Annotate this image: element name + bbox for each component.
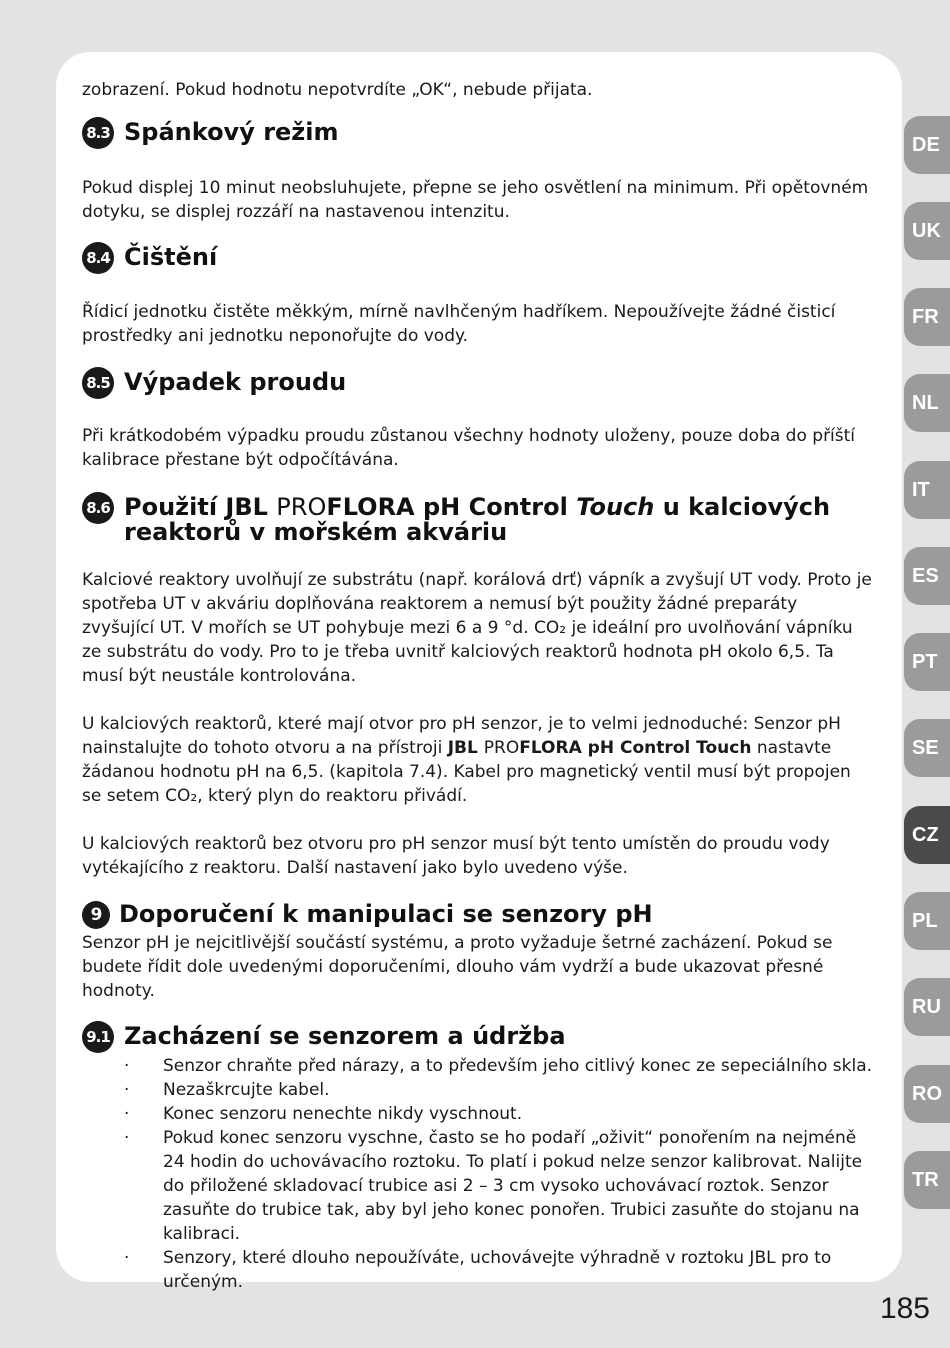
heading-8-6	[82, 495, 872, 545]
list-item	[82, 1246, 872, 1294]
tab-ro[interactable]: RO	[904, 1065, 950, 1123]
tab-se[interactable]: SE	[904, 719, 950, 777]
manual-content	[82, 78, 872, 1294]
tab-it[interactable]: IT	[904, 461, 950, 519]
heading-8-3	[82, 120, 872, 149]
heading-8-5	[82, 370, 872, 399]
product-name-pro: PRO	[483, 738, 520, 758]
list-item-text: Pokud konec senzoru vyschne, často se ho podaří „oživit“ ponořením na nejméně 24 hodin do uchovávacího roztoku. To platí i pokud nelze senzor kalibrovat. Nalijte do přiložené skladovací trubice asi 2 – 3 cm vysoko uchovávací roztok. Senzor zasuňte do trubice tak, aby byl jeho konec ponořen. Trubici zasuňte do stojanu na kalibraci.	[163, 1128, 863, 1244]
section-title: Výpadek proudu	[124, 368, 347, 396]
section-body: U kalciových reaktorů bez otvoru pro pH senzor musí být tento umístěn do proudu vody vytékajícího z reaktoru. Další nastavení jako bylo uvedeno výše.	[82, 834, 830, 878]
bullet: ·	[124, 1056, 130, 1076]
list-item	[82, 1102, 872, 1126]
tab-nl[interactable]: NL	[904, 374, 950, 432]
section-body: Řídicí jednotku čistěte měkkým, mírně navlhčeným hadříkem. Nepoužívejte žádné čisticí prostředky ani jednotku neponořujte do vody.	[82, 302, 836, 346]
tab-pl[interactable]: PL	[904, 892, 950, 950]
list-item	[82, 1126, 872, 1246]
section-title: Čištění	[124, 243, 218, 271]
product-name-flora: FLORA pH Control Touch	[519, 738, 752, 758]
heading-9-1	[82, 1024, 872, 1053]
section-title: Zacházení se senzorem a údržba	[124, 1022, 566, 1050]
heading-8-4	[82, 245, 872, 274]
title-part: FLORA pH Control	[326, 493, 577, 521]
list-item	[82, 1078, 872, 1102]
section-body	[82, 712, 872, 808]
section-body: Při krátkodobém výpadku proudu zůstanou všechny hodnoty uloženy, pouze doba do příští kalibrace přestane být odpočítávána.	[82, 426, 856, 470]
section-number-badge: 9.1	[82, 1021, 114, 1053]
page-number: 185	[879, 1292, 930, 1325]
text-run: nastavte žádanou hodnotu pH na 6,5. (kapitola 7.4). Kabel pro magnetický ventil musí být propojen se setem CO₂, který plyn do reaktoru přivádí.	[82, 738, 851, 806]
list-item-text: Senzory, které dlouho nepoužíváte, uchovávejte výhradně v roztoku JBL pro to určeným.	[163, 1248, 832, 1292]
text-run: U kalciových reaktorů, které mají otvor pro pH senzor, je to velmi jednoduché: Senzor pH nainstalujte do tohoto otvoru a na přístroji	[82, 714, 841, 758]
tab-es[interactable]: ES	[904, 547, 950, 605]
title-part: u kalciových reaktorů v mořském akváriu	[124, 493, 831, 546]
tab-pt[interactable]: PT	[904, 633, 950, 691]
section-number-badge: 9	[82, 901, 110, 929]
list-item-text: Konec senzoru nenechte nikdy vyschnout.	[163, 1104, 523, 1124]
list-item	[82, 1054, 872, 1078]
section-body: Pokud displej 10 minut neobsluhujete, přepne se jeho osvětlení na minimum. Při opětovném dotyku, se displej rozzáří na nastavenou intenzitu.	[82, 178, 869, 222]
section-title: Spánkový režim	[124, 118, 339, 146]
section-body: Kalciové reaktory uvolňují ze substrátu (např. korálová drť) vápník a zvyšují UT vody. Proto je spotřeba UT v akváriu doplňována reaktorem a nemusí být použity žádné preparáty zvyšující UT. V mořích se UT pohybuje mezi 6 a 9 °d. CO₂ je ideální pro uvolňování vápníku ze substrátu do vody. Pro to je třeba uvnitř kalciových reaktorů hodnota pH okolo 6,5. Ta musí být neustále kontrolována.	[82, 570, 872, 686]
product-name-jbl: JBL	[447, 738, 484, 758]
tab-de[interactable]: DE	[904, 116, 950, 174]
tab-tr[interactable]: TR	[904, 1151, 950, 1209]
continuation-text: zobrazení. Pokud hodnotu nepotvrdíte „OK“, nebude přijata.	[82, 80, 593, 100]
section-body: Senzor pH je nejcitlivější součástí systému, a proto vyžaduje šetrné zacházení. Pokud se budete řídit dole uvedenými doporučeními, dlouho vám vydrží a bude ukazovat přesné hodnoty.	[82, 933, 833, 1001]
section-title: Doporučení k manipulaci se senzory pH	[119, 900, 653, 928]
section-number-badge: 8.4	[82, 242, 114, 274]
bullet: ·	[124, 1248, 130, 1268]
tab-ru[interactable]: RU	[904, 978, 950, 1036]
section-number-badge: 8.6	[82, 492, 114, 524]
tab-uk[interactable]: UK	[904, 202, 950, 260]
title-pro: PRO	[276, 493, 327, 521]
care-list	[82, 1054, 872, 1294]
title-touch: Touch	[576, 493, 655, 521]
list-item-text: Senzor chraňte před nárazy, a to především jeho citlivý konec ze sepeciálního skla.	[163, 1056, 873, 1076]
heading-9	[82, 902, 872, 929]
bullet: ·	[124, 1080, 130, 1100]
section-number-badge: 8.5	[82, 367, 114, 399]
tab-fr[interactable]: FR	[904, 288, 950, 346]
tab-cz[interactable]: CZ	[904, 806, 950, 864]
list-item-text: Nezaškrcujte kabel.	[163, 1080, 330, 1100]
bullet: ·	[124, 1104, 130, 1124]
section-title	[124, 495, 872, 545]
bullet: ·	[124, 1128, 130, 1148]
title-part: Použití JBL	[124, 493, 277, 521]
section-number-badge: 8.3	[82, 117, 114, 149]
